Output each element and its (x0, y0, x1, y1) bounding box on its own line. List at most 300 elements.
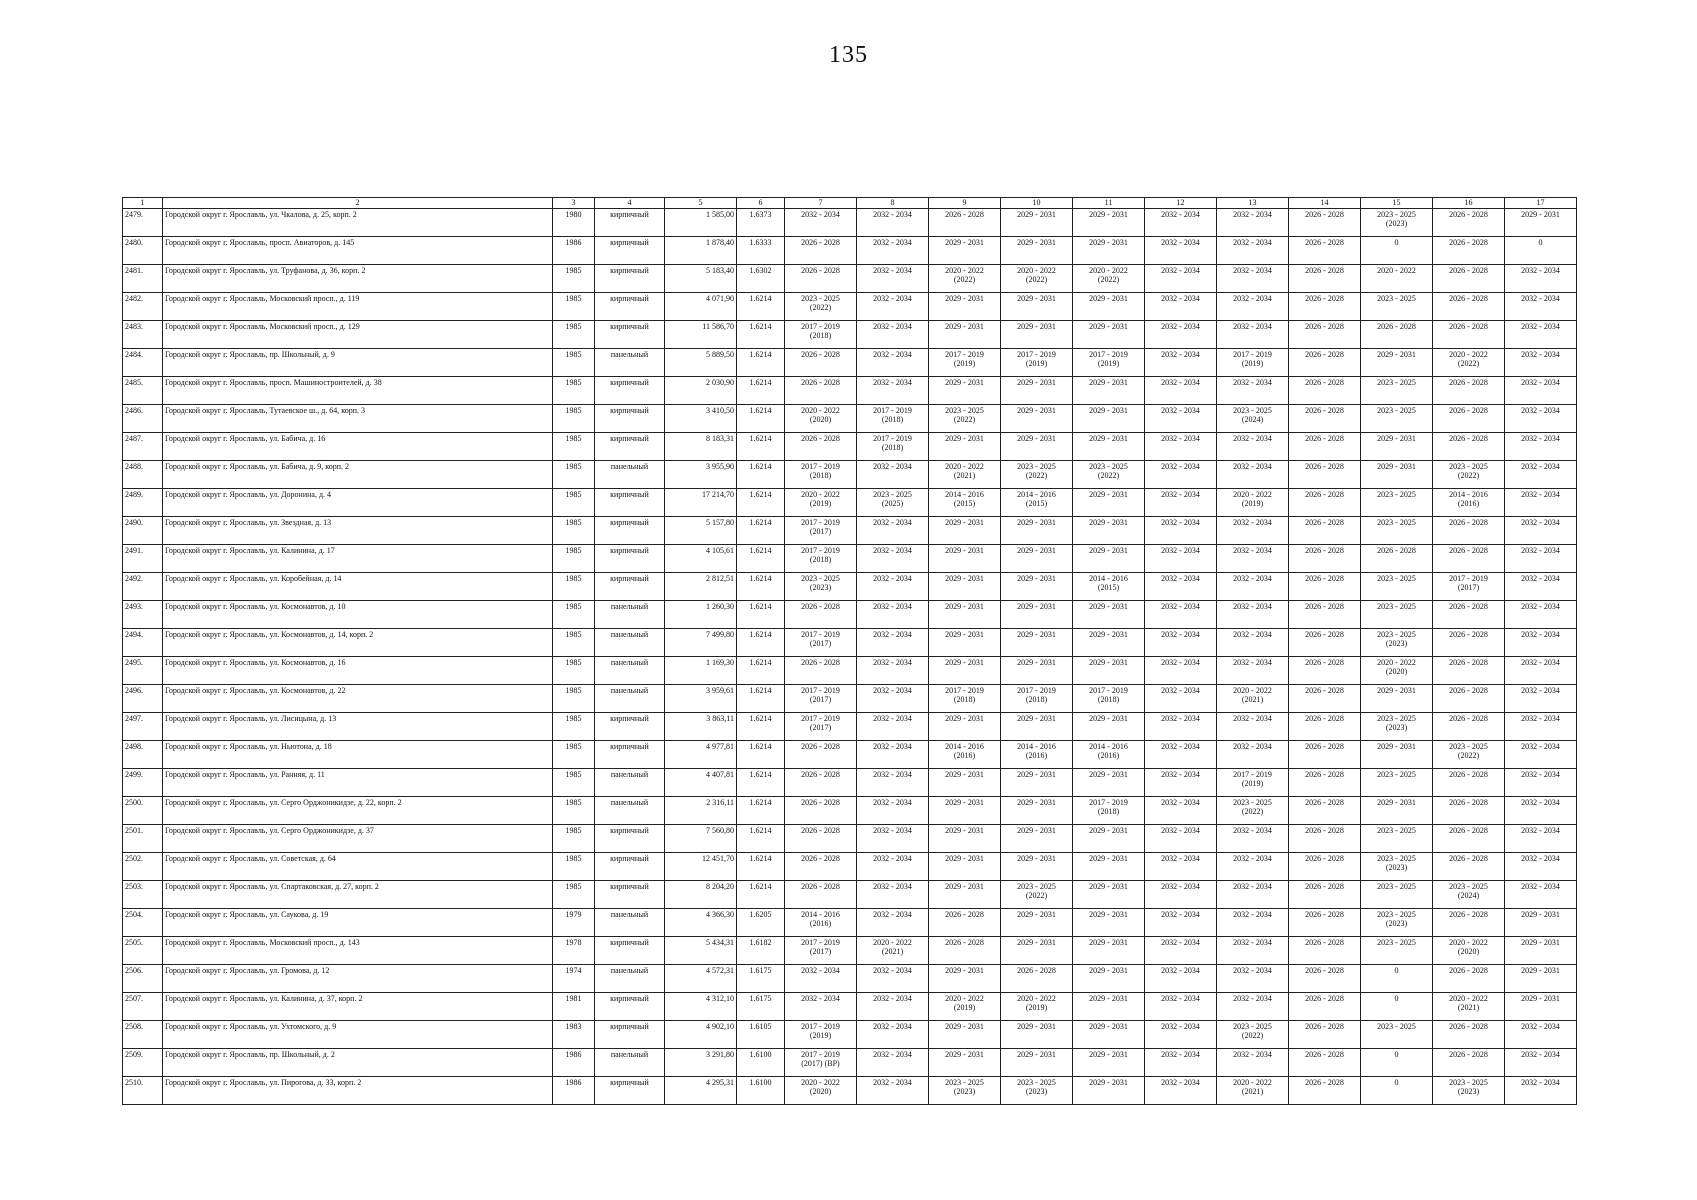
table-cell: 2026 - 2028 (1289, 629, 1361, 657)
table-cell: 2029 - 2031 (1001, 713, 1073, 741)
table-cell: 2485. (123, 377, 163, 405)
table-cell: 4 105,61 (665, 545, 737, 573)
table-cell: 2023 - 2025 (2022) (1073, 461, 1145, 489)
table-row (123, 237, 1577, 265)
table-cell: 2032 - 2034 (785, 965, 857, 993)
table-cell: 1.6105 (737, 1021, 785, 1049)
table-cell: 2014 - 2016 (2016) (785, 909, 857, 937)
table-cell: 1985 (553, 881, 595, 909)
table-row (123, 601, 1577, 629)
table-cell: 2032 - 2034 (1505, 713, 1577, 741)
table-cell: 5 183,40 (665, 265, 737, 293)
table-cell: 2029 - 2031 (1505, 209, 1577, 237)
table-cell: Городской округ г. Ярославль, ул. Звездная, д. 13 (163, 517, 553, 545)
table-cell: 3 955,90 (665, 461, 737, 489)
table-cell: 2032 - 2034 (857, 629, 929, 657)
table-cell: 2026 - 2028 (929, 209, 1001, 237)
table-cell: 2496. (123, 685, 163, 713)
table-cell: 7 560,80 (665, 825, 737, 853)
table-cell: 2032 - 2034 (857, 881, 929, 909)
column-number: 8 (857, 198, 929, 209)
table-cell: кирпичный (595, 321, 665, 349)
table-cell: 1985 (553, 797, 595, 825)
table-cell: 2032 - 2034 (1217, 293, 1289, 321)
table-cell: 2026 - 2028 (1433, 545, 1505, 573)
table-cell: 2026 - 2028 (785, 881, 857, 909)
table-cell: 3 291,80 (665, 1049, 737, 1077)
table-cell: 2023 - 2025 (2024) (1433, 881, 1505, 909)
table-cell: Городской округ г. Ярославль, ул. Лисицына, д. 13 (163, 713, 553, 741)
table-cell: 1.6214 (737, 517, 785, 545)
table-cell: кирпичный (595, 741, 665, 769)
table-cell: 2029 - 2031 (929, 797, 1001, 825)
table-cell: 5 889,50 (665, 349, 737, 377)
table-cell: Городской округ г. Ярославль, Тутаевское ш., д. 64, корп. 3 (163, 405, 553, 433)
table-cell: 1.6373 (737, 209, 785, 237)
table-cell: 2032 - 2034 (857, 237, 929, 265)
table-cell: 2029 - 2031 (1073, 405, 1145, 433)
table-cell: 2032 - 2034 (857, 797, 929, 825)
column-number: 11 (1073, 198, 1145, 209)
table-cell: 4 366,30 (665, 909, 737, 937)
table-cell: 1985 (553, 349, 595, 377)
table-cell: 1.6302 (737, 265, 785, 293)
table-cell: 2026 - 2028 (785, 601, 857, 629)
table-cell: 2029 - 2031 (929, 293, 1001, 321)
table-cell: кирпичный (595, 265, 665, 293)
table-cell: 2023 - 2025 (2023) (1433, 1077, 1505, 1105)
table-cell: 2029 - 2031 (929, 1049, 1001, 1077)
table-cell: 2029 - 2031 (1001, 853, 1073, 881)
table-cell: 2023 - 2025 (2023) (929, 1077, 1001, 1105)
table-cell: 2 316,11 (665, 797, 737, 825)
table-cell: 2026 - 2028 (785, 853, 857, 881)
table-cell: 2488. (123, 461, 163, 489)
table-cell: 1.6182 (737, 937, 785, 965)
table-cell: 2032 - 2034 (1505, 293, 1577, 321)
table-cell: 2032 - 2034 (1505, 349, 1577, 377)
table-cell: 2023 - 2025 (2022) (1001, 461, 1073, 489)
table-row (123, 965, 1577, 993)
table-cell: 2032 - 2034 (1145, 853, 1217, 881)
table-cell: 4 071,90 (665, 293, 737, 321)
table-cell: 2032 - 2034 (1145, 601, 1217, 629)
table-cell: 2029 - 2031 (929, 825, 1001, 853)
table-row (123, 629, 1577, 657)
table-cell: 2032 - 2034 (1145, 489, 1217, 517)
table-cell: 2026 - 2028 (1433, 601, 1505, 629)
table-cell: 1978 (553, 937, 595, 965)
table-cell: кирпичный (595, 1021, 665, 1049)
table-cell: Городской округ г. Ярославль, ул. Серго Орджоникидзе, д. 37 (163, 825, 553, 853)
table-cell: 2020 - 2022 (2022) (1073, 265, 1145, 293)
table-cell: 2032 - 2034 (1217, 881, 1289, 909)
table-cell: 2026 - 2028 (1289, 461, 1361, 489)
table-row (123, 545, 1577, 573)
table-cell: кирпичный (595, 545, 665, 573)
table-cell: 2029 - 2031 (1073, 769, 1145, 797)
table-cell: кирпичный (595, 433, 665, 461)
table-cell: 2023 - 2025 (2023) (1361, 909, 1433, 937)
table-cell: 2029 - 2031 (1073, 993, 1145, 1021)
column-number: 7 (785, 198, 857, 209)
table-cell: кирпичный (595, 853, 665, 881)
table-cell: 2029 - 2031 (1001, 209, 1073, 237)
table-cell: 2029 - 2031 (1001, 657, 1073, 685)
table-cell: 1.6214 (737, 573, 785, 601)
table-cell: 2026 - 2028 (1289, 601, 1361, 629)
table-cell: 1985 (553, 293, 595, 321)
table-cell: 1986 (553, 237, 595, 265)
table-cell: 2026 - 2028 (1289, 265, 1361, 293)
table-cell: Городской округ г. Ярославль, ул. Чкалова, д. 25, корп. 2 (163, 209, 553, 237)
table-cell: 2026 - 2028 (1289, 825, 1361, 853)
table-cell: 2020 - 2022 (2019) (1217, 489, 1289, 517)
table-cell: панельный (595, 685, 665, 713)
table-cell: 1.6214 (737, 433, 785, 461)
table-cell: кирпичный (595, 209, 665, 237)
table-cell: 1.6214 (737, 741, 785, 769)
table-cell: 1974 (553, 965, 595, 993)
table-cell: 2014 - 2016 (2015) (929, 489, 1001, 517)
table-cell: 2029 - 2031 (929, 965, 1001, 993)
table-cell: 2017 - 2019 (2018) (785, 461, 857, 489)
table-cell: 2014 - 2016 (2016) (1073, 741, 1145, 769)
table-cell: 2032 - 2034 (1145, 1049, 1217, 1077)
column-number: 9 (929, 198, 1001, 209)
table-cell: 2029 - 2031 (1001, 909, 1073, 937)
column-number: 1 (123, 198, 163, 209)
table-cell: Городской округ г. Ярославль, ул. Ранняя, д. 11 (163, 769, 553, 797)
table-cell: 2032 - 2034 (857, 1021, 929, 1049)
table-cell: 2032 - 2034 (857, 1077, 929, 1105)
table-cell: 2032 - 2034 (1217, 545, 1289, 573)
table-cell: кирпичный (595, 573, 665, 601)
table-cell: 2020 - 2022 (2019) (1001, 993, 1073, 1021)
table-cell: 2509. (123, 1049, 163, 1077)
table-cell: кирпичный (595, 237, 665, 265)
table-cell: 2029 - 2031 (1073, 825, 1145, 853)
table-cell: 2026 - 2028 (1433, 909, 1505, 937)
table-cell: 2510. (123, 1077, 163, 1105)
table-cell: 2026 - 2028 (1433, 657, 1505, 685)
table-cell: 1.6214 (737, 685, 785, 713)
table-cell: 2026 - 2028 (785, 741, 857, 769)
column-number: 17 (1505, 198, 1577, 209)
table-cell: 2032 - 2034 (857, 741, 929, 769)
table-cell: 2029 - 2031 (1073, 209, 1145, 237)
table-cell: 2508. (123, 1021, 163, 1049)
table-cell: Городской округ г. Ярославль, ул. Пирогова, д. 33, корп. 2 (163, 1077, 553, 1105)
table-cell: 2026 - 2028 (1289, 657, 1361, 685)
table-cell: 2026 - 2028 (1289, 937, 1361, 965)
table-cell: 2032 - 2034 (857, 965, 929, 993)
table-cell: 3 863,11 (665, 713, 737, 741)
table-cell: 2479. (123, 209, 163, 237)
table-cell: 2026 - 2028 (1289, 1077, 1361, 1105)
table-cell: 2032 - 2034 (1505, 1077, 1577, 1105)
table-cell: 2023 - 2025 (1361, 769, 1433, 797)
table-row (123, 573, 1577, 601)
column-number: 16 (1433, 198, 1505, 209)
table-cell: 2026 - 2028 (1289, 881, 1361, 909)
table-cell: 2032 - 2034 (857, 769, 929, 797)
table-cell: 2017 - 2019 (2017) (785, 685, 857, 713)
table-cell: 2500. (123, 797, 163, 825)
table-cell: 2032 - 2034 (1505, 853, 1577, 881)
table-cell: 2017 - 2019 (2019) (1001, 349, 1073, 377)
table-cell: 2023 - 2025 (2023) (1361, 209, 1433, 237)
table-cell: 2032 - 2034 (1505, 881, 1577, 909)
table-cell: 1.6214 (737, 461, 785, 489)
table-cell: 4 312,10 (665, 993, 737, 1021)
table-cell: 1.6214 (737, 377, 785, 405)
table-cell: 2029 - 2031 (1073, 657, 1145, 685)
table-cell: 1.6214 (737, 853, 785, 881)
table-cell: 2029 - 2031 (1073, 629, 1145, 657)
table-cell: 1986 (553, 1077, 595, 1105)
table-cell: 2029 - 2031 (929, 545, 1001, 573)
table-cell: 2017 - 2019 (2017) (785, 629, 857, 657)
table-cell: 2023 - 2025 (2022) (1217, 1021, 1289, 1049)
table-cell: 1.6214 (737, 657, 785, 685)
table-cell: 2029 - 2031 (929, 321, 1001, 349)
table-cell: 2026 - 2028 (1289, 769, 1361, 797)
table-cell: 2498. (123, 741, 163, 769)
table-cell: 2026 - 2028 (1433, 965, 1505, 993)
table-cell: Городской округ г. Ярославль, ул. Серго Орджоникидзе, д. 22, корп. 2 (163, 797, 553, 825)
table-row (123, 797, 1577, 825)
table-cell: 2032 - 2034 (1145, 797, 1217, 825)
table-cell: 2032 - 2034 (1217, 909, 1289, 937)
table-cell: 2029 - 2031 (929, 657, 1001, 685)
table-cell: 1985 (553, 853, 595, 881)
table-cell: 2020 - 2022 (2020) (785, 405, 857, 433)
table-cell: 2026 - 2028 (785, 237, 857, 265)
table-cell: 5 434,31 (665, 937, 737, 965)
table-cell: 2023 - 2025 (1361, 825, 1433, 853)
table-cell: 2032 - 2034 (1505, 545, 1577, 573)
table-cell: 2026 - 2028 (1289, 377, 1361, 405)
table-cell: 2023 - 2025 (1361, 881, 1433, 909)
table-cell: 2023 - 2025 (2023) (1001, 1077, 1073, 1105)
table-cell: кирпичный (595, 489, 665, 517)
table-cell: 2032 - 2034 (1217, 629, 1289, 657)
table-cell: 2026 - 2028 (1433, 517, 1505, 545)
table-row (123, 1077, 1577, 1105)
table-cell: 2032 - 2034 (1217, 853, 1289, 881)
table-cell: 2032 - 2034 (1145, 349, 1217, 377)
table-cell: 2032 - 2034 (1145, 209, 1217, 237)
table-cell: 2032 - 2034 (1217, 965, 1289, 993)
table-cell: 2032 - 2034 (1505, 405, 1577, 433)
table-cell: 2026 - 2028 (785, 769, 857, 797)
table-row (123, 349, 1577, 377)
table-cell: Городской округ г. Ярославль, просп. Авиаторов, д. 145 (163, 237, 553, 265)
table-cell: 2026 - 2028 (1289, 545, 1361, 573)
table-cell: 1.6214 (737, 825, 785, 853)
table-cell: 1 260,30 (665, 601, 737, 629)
table-cell: 2032 - 2034 (1217, 461, 1289, 489)
column-number: 13 (1217, 198, 1289, 209)
table-cell: 2020 - 2022 (2019) (929, 993, 1001, 1021)
table-cell: 2032 - 2034 (1145, 713, 1217, 741)
table-cell: 0 (1505, 237, 1577, 265)
table-cell: 2020 - 2022 (2021) (857, 937, 929, 965)
table-cell: 2032 - 2034 (857, 545, 929, 573)
table-cell: 2026 - 2028 (1289, 965, 1361, 993)
table-cell: 2026 - 2028 (1289, 1021, 1361, 1049)
table-row (123, 881, 1577, 909)
table-cell: 2032 - 2034 (1505, 377, 1577, 405)
table-cell: 2029 - 2031 (1001, 321, 1073, 349)
table-cell: 2032 - 2034 (1505, 1049, 1577, 1077)
table-cell: 2023 - 2025 (2022) (1433, 741, 1505, 769)
table-cell: 2032 - 2034 (1505, 657, 1577, 685)
table-cell: 2026 - 2028 (1433, 237, 1505, 265)
table-cell: 2023 - 2025 (2022) (929, 405, 1001, 433)
table-cell: 2503. (123, 881, 163, 909)
table-cell: 1.6205 (737, 909, 785, 937)
table-cell: 2029 - 2031 (1073, 545, 1145, 573)
table-cell: 2493. (123, 601, 163, 629)
table-cell: 2029 - 2031 (929, 573, 1001, 601)
table-cell: 2032 - 2034 (1145, 545, 1217, 573)
table-cell: 1981 (553, 993, 595, 1021)
table-cell: кирпичный (595, 881, 665, 909)
table-cell: Городской округ г. Ярославль, Московский просп., д. 129 (163, 321, 553, 349)
table-cell: 2026 - 2028 (1289, 685, 1361, 713)
table-row (123, 685, 1577, 713)
table-row (123, 405, 1577, 433)
table-cell: 2017 - 2019 (2018) (857, 405, 929, 433)
table-cell: кирпичный (595, 937, 665, 965)
table-cell: 1985 (553, 573, 595, 601)
table-cell: 1.6214 (737, 601, 785, 629)
table-cell: 2020 - 2022 (2020) (1433, 937, 1505, 965)
table-row (123, 741, 1577, 769)
table-cell: 2026 - 2028 (1289, 433, 1361, 461)
table-cell: 0 (1361, 965, 1433, 993)
table-row (123, 293, 1577, 321)
table-cell: 2032 - 2034 (1505, 629, 1577, 657)
table-cell: 2032 - 2034 (1217, 1049, 1289, 1077)
table-cell: 2032 - 2034 (1145, 741, 1217, 769)
table-cell: 2029 - 2031 (929, 433, 1001, 461)
table-cell: 2017 - 2019 (2017) (785, 517, 857, 545)
table-cell: 1.6175 (737, 965, 785, 993)
table-cell: 2026 - 2028 (785, 657, 857, 685)
table-cell: 1.6214 (737, 713, 785, 741)
table-cell: 2032 - 2034 (1505, 517, 1577, 545)
table-cell: 2032 - 2034 (1505, 461, 1577, 489)
table-cell: 2026 - 2028 (785, 377, 857, 405)
table-cell: 2032 - 2034 (1505, 265, 1577, 293)
table-cell: 2032 - 2034 (857, 349, 929, 377)
table-cell: 1.6175 (737, 993, 785, 1021)
table-cell: 2032 - 2034 (857, 209, 929, 237)
table-cell: 2032 - 2034 (857, 1049, 929, 1077)
table-cell: 2029 - 2031 (1505, 993, 1577, 1021)
table-cell: 2032 - 2034 (857, 657, 929, 685)
table-cell: 4 977,81 (665, 741, 737, 769)
table-cell: 2507. (123, 993, 163, 1021)
table-cell: 2029 - 2031 (1001, 545, 1073, 573)
table-cell: Городской округ г. Ярославль, ул. Калинина, д. 17 (163, 545, 553, 573)
table-cell: 2029 - 2031 (1001, 433, 1073, 461)
table-cell: 2032 - 2034 (857, 853, 929, 881)
table-cell: Городской округ г. Ярославль, ул. Доронина, д. 4 (163, 489, 553, 517)
table-cell: 2017 - 2019 (2019) (1217, 769, 1289, 797)
table-cell: 3 410,50 (665, 405, 737, 433)
table-cell: 2026 - 2028 (785, 797, 857, 825)
table-cell: 2029 - 2031 (1001, 573, 1073, 601)
table-cell: 1.6214 (737, 489, 785, 517)
table-cell: 2032 - 2034 (1505, 321, 1577, 349)
table-cell: 2029 - 2031 (929, 629, 1001, 657)
table-cell: 2497. (123, 713, 163, 741)
table-cell: 2026 - 2028 (1433, 685, 1505, 713)
table-cell: 2017 - 2019 (2018) (785, 545, 857, 573)
table-cell: 2026 - 2028 (1433, 853, 1505, 881)
table-cell: 2029 - 2031 (1073, 909, 1145, 937)
table-cell: 2017 - 2019 (2018) (929, 685, 1001, 713)
table-cell: 2483. (123, 321, 163, 349)
table-cell: 1985 (553, 461, 595, 489)
column-number: 3 (553, 198, 595, 209)
table-cell: 1.6214 (737, 321, 785, 349)
table-cell: 2020 - 2022 (2019) (785, 489, 857, 517)
table-cell: панельный (595, 965, 665, 993)
table-cell: 12 451,70 (665, 853, 737, 881)
table-cell: 2017 - 2019 (2018) (1073, 685, 1145, 713)
table-cell: 2026 - 2028 (1433, 321, 1505, 349)
table-cell: 1.6100 (737, 1077, 785, 1105)
table-cell: 2032 - 2034 (1145, 937, 1217, 965)
table-cell: 2023 - 2025 (1361, 1021, 1433, 1049)
table-cell: 2029 - 2031 (1001, 601, 1073, 629)
table-cell: 0 (1361, 1077, 1433, 1105)
table-cell: 2032 - 2034 (1217, 713, 1289, 741)
table-cell: 2026 - 2028 (1433, 797, 1505, 825)
table-cell: Городской округ г. Ярославль, Московский просп., д. 143 (163, 937, 553, 965)
table-cell: 2494. (123, 629, 163, 657)
page-number: 135 (829, 42, 868, 68)
table-cell: 2029 - 2031 (1073, 293, 1145, 321)
table-cell: 2032 - 2034 (1505, 825, 1577, 853)
table-cell: 2023 - 2025 (2022) (1217, 797, 1289, 825)
table-cell: 2029 - 2031 (1361, 349, 1433, 377)
table-cell: 2032 - 2034 (1505, 433, 1577, 461)
table-cell: 2029 - 2031 (1073, 237, 1145, 265)
table-cell: 1 585,00 (665, 209, 737, 237)
table-row (123, 825, 1577, 853)
table-cell: 2029 - 2031 (1001, 1049, 1073, 1077)
table-cell: 2486. (123, 405, 163, 433)
table-cell: 2032 - 2034 (857, 293, 929, 321)
table-cell: 2017 - 2019 (2019) (785, 1021, 857, 1049)
table-cell: 2026 - 2028 (1289, 797, 1361, 825)
table-cell: 2029 - 2031 (1001, 769, 1073, 797)
table-cell: 2023 - 2025 (1361, 573, 1433, 601)
table-cell: 5 157,80 (665, 517, 737, 545)
table-cell: 2026 - 2028 (1433, 433, 1505, 461)
table-cell: 2032 - 2034 (1145, 993, 1217, 1021)
table-cell: 2032 - 2034 (1145, 433, 1217, 461)
table-cell: 2026 - 2028 (785, 349, 857, 377)
table-cell: Городской округ г. Ярославль, ул. Космонавтов, д. 16 (163, 657, 553, 685)
table-cell: 2032 - 2034 (1145, 769, 1217, 797)
